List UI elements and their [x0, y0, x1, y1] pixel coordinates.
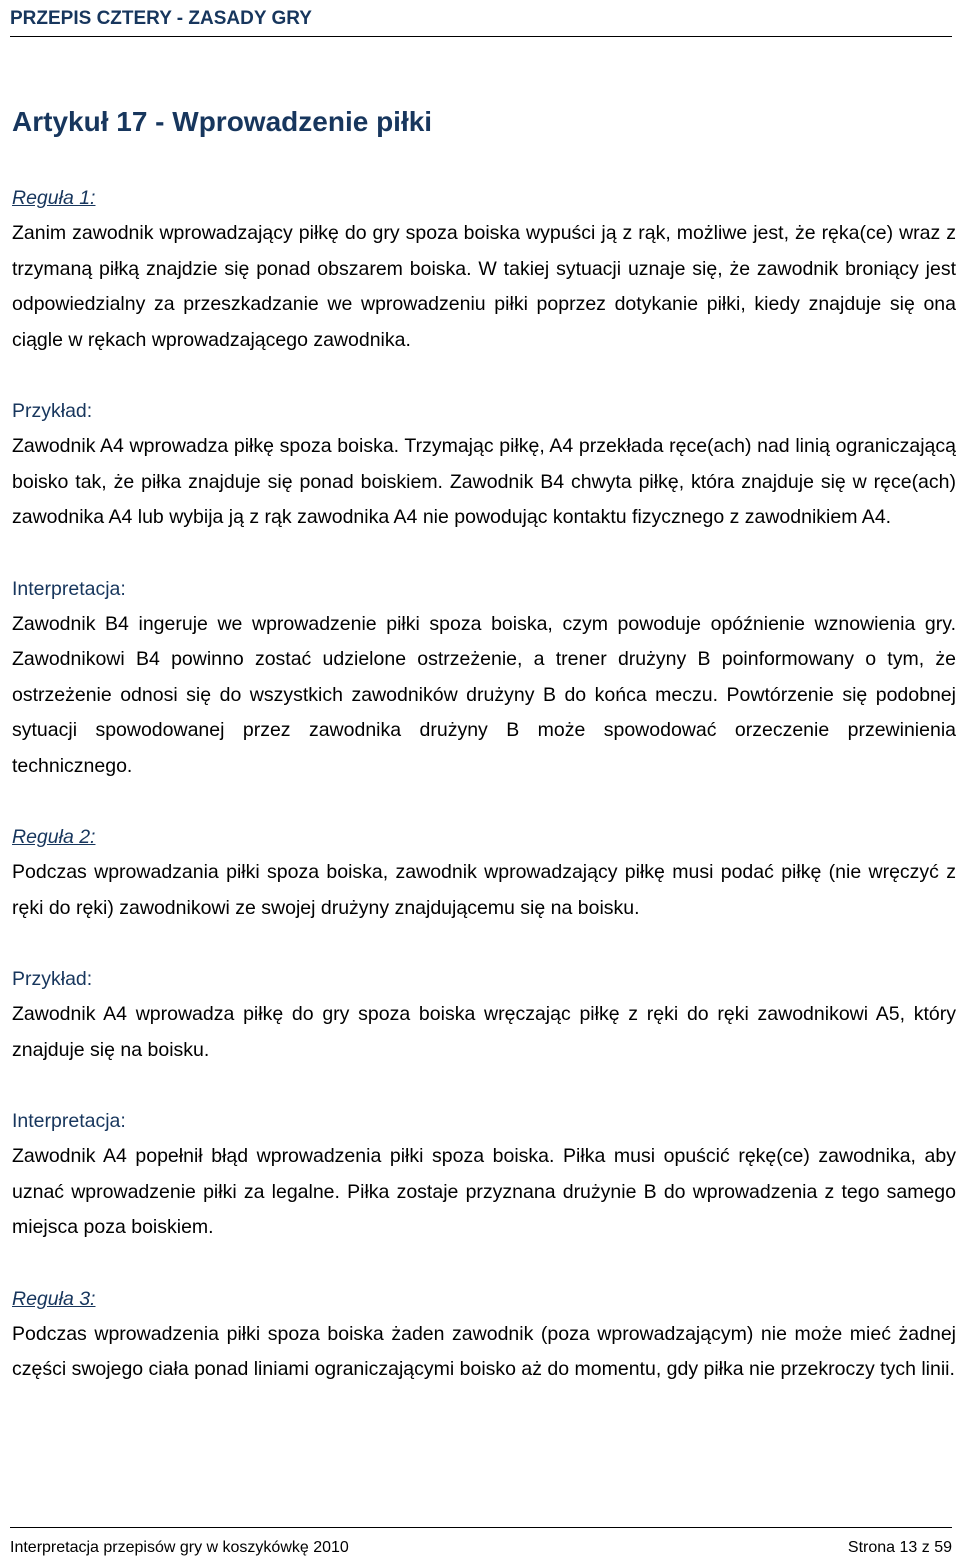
rule-1-example-label: Przykład:	[12, 400, 93, 422]
rule-2-interpretation-label: Interpretacja:	[12, 1110, 126, 1132]
rule-1-interpretation-label: Interpretacja:	[12, 577, 126, 600]
rule-2-section	[12, 819, 956, 1246]
rule-1-label: Reguła 1:	[12, 187, 96, 209]
page-header	[10, 8, 952, 37]
rule-1-example-text: Zawodnik A4 wprowadza piłkę spoza boiska. Trzymając piłkę, A4 przekłada ręce(ach) nad linią ograniczającą boisko tak, że piłka znajduje się ponad boiskiem. Zawodnik B4 chwyta piłkę, która znajduje się w ręce(ach) zawodnika A4 lub wybija ją z rąk zawodnika A4 nie powodując kontaktu fizycznego z zawodnikiem A4.	[12, 435, 956, 528]
rule-1-text: Zanim zawodnik wprowadzający piłkę do gry spoza boiska wypuści ją z rąk, możliwe jest, że ręka(ce) wraz z trzymaną piłką znajdzie się ponad obszarem boiska. W takiej sytuacji uznaje się, że zawodnik broniący jest odpowiedzialny za przeszkadzanie we wprowadzeniu piłki poprzez dotykanie piłki, kiedy znajduje się ona ciągle w rękach wprowadzającego zawodnika.	[12, 222, 956, 351]
rule-2-label: Reguła 2:	[12, 826, 96, 848]
rule-1-section	[12, 180, 956, 784]
document-content	[12, 180, 956, 1388]
rule-2-interpretation-text: Zawodnik A4 popełnił błąd wprowadzenia piłki spoza boiska. Piłka musi opuścić rękę(ce) zawodnika, aby uznać wprowadzenie piłki za legalne. Piłka zostaje przyznana drużynie B do wprowadzenia z tego samego miejsca poza boiskiem.	[12, 1145, 956, 1238]
page-footer	[10, 1527, 952, 1558]
header-title: PRZEPIS CZTERY - ZASADY GRY	[10, 8, 312, 29]
rule-1-interpretation-text: Zawodnik B4 ingeruje we wprowadzenie piłki spoza boiska, czym powoduje opóźnienie wznowienia gry. Zawodnikowi B4 powinno zostać udzielone ostrzeżenie, a trener drużyny B poinformowany o tym, że ostrzeżenie odnosi się do wszystkich zawodników drużyny B do końca meczu. Powtórzenie się podobnej sytuacji spowodowanej przez zawodnika drużyny B może spowodować orzeczenie przewinienia technicznego.	[12, 612, 956, 777]
article-title: Artykuł 17 - Wprowadzenie piłki	[12, 106, 433, 137]
rule-3-label: Reguła 3:	[12, 1287, 96, 1310]
footer-document-title: Interpretacja przepisów gry w koszykówkę 2010	[10, 1539, 349, 1556]
rule-2-example-text: Zawodnik A4 wprowadza piłkę do gry spoza boiska wręczając piłkę z ręki do ręki zawodnikowi A5, który znajduje się na boisku.	[12, 1003, 956, 1061]
rule-2-example-label: Przykład:	[12, 968, 93, 990]
rule-3-text: Podczas wprowadzenia piłki spoza boiska żaden zawodnik (poza wprowadzającym) nie może mieć żadnej części swojego ciała ponad liniami ograniczającymi boisko aż do momentu, gdy piłka nie przekroczy tych linii.	[12, 1322, 956, 1380]
page-number: Strona 13 z 59	[847, 1539, 952, 1556]
rule-3-section	[12, 1281, 956, 1388]
rule-2-text: Podczas wprowadzania piłki spoza boiska, zawodnik wprowadzający piłkę musi podać piłkę (nie wręczyć z ręki do ręki) zawodnikowi ze swojej drużyny znajdującemu się na boisku.	[12, 861, 956, 919]
